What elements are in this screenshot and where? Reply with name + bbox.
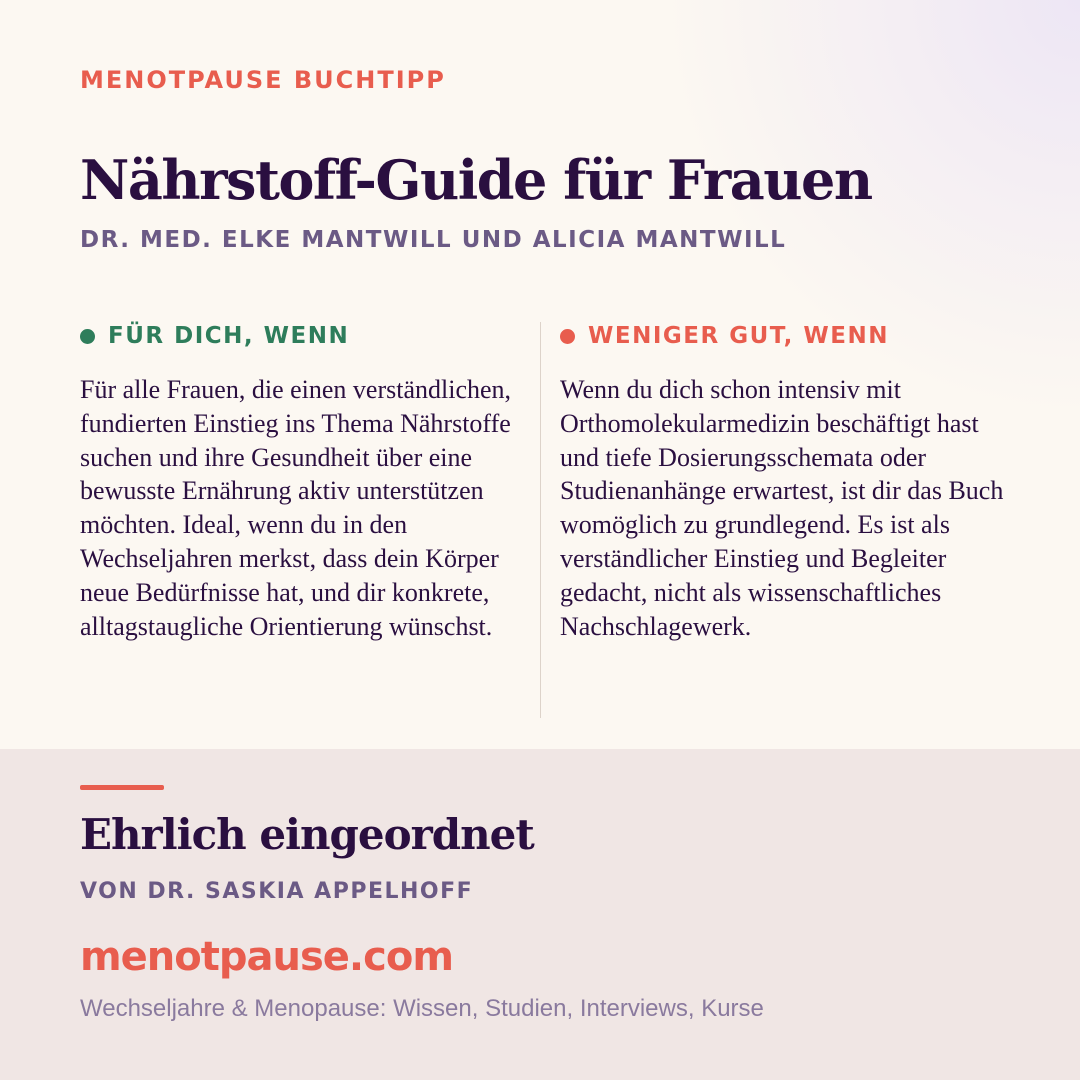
section-title: Ehrlich eingeordnet bbox=[80, 810, 534, 859]
green-dot-icon bbox=[80, 329, 95, 344]
site-link[interactable]: menotpause.com bbox=[80, 934, 453, 980]
footer-panel bbox=[0, 749, 1080, 1080]
byline: VON DR. SASKIA APPELHOFF bbox=[80, 879, 474, 904]
red-dot-icon bbox=[560, 329, 575, 344]
pros-text: Für alle Frauen, die einen verständlichen, fundierten Einstieg ins Thema Nährstoffe suchen und ihre Gesundheit über eine bewusste Ernährung aktiv unterstützen möchten. Ideal, wenn du in den Wechseljahren merkst, dass dein Körper neue Bedürfnisse hat, und dir konkrete, alltagstaugliche Orientierung wünschst. bbox=[80, 375, 512, 641]
book-title: Nährstoff-Guide für Frauen bbox=[80, 148, 872, 212]
pros-label: FÜR DICH, WENN bbox=[108, 323, 350, 349]
column-divider bbox=[540, 322, 541, 718]
book-authors: DR. MED. ELKE MANTWILL UND ALICIA MANTWILL bbox=[80, 227, 787, 253]
cons-label: WENIGER GUT, WENN bbox=[588, 323, 889, 349]
pros-heading bbox=[80, 321, 525, 351]
cons-column bbox=[560, 321, 1005, 643]
pros-column bbox=[80, 321, 525, 643]
cons-heading bbox=[560, 321, 1005, 351]
cons-text: Wenn du dich schon intensiv mit Orthomolekularmedizin beschäftigt hast und tiefe Dosierungsschemata oder Studienanhänge erwartest, ist dir das Buch womöglich zu grundlegend. Es ist als verständlicher Einstieg und Begleiter gedacht, nicht als wissenschaftliches Nachschlagewerk. bbox=[560, 375, 1004, 641]
kicker-label: MENOTPAUSE BUCHTIPP bbox=[80, 66, 446, 94]
tagline: Wechseljahre & Menopause: Wissen, Studien, Interviews, Kurse bbox=[80, 995, 764, 1022]
accent-bar bbox=[80, 785, 164, 790]
